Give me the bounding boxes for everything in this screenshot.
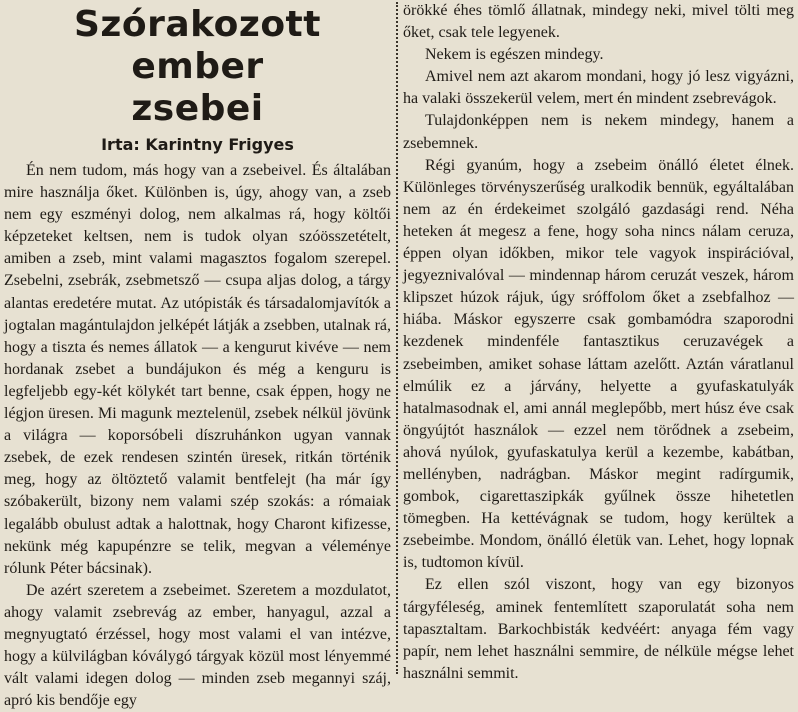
byline: Irta: Karintny Frigyes xyxy=(101,135,294,154)
paragraph-continued: örökké éhes tömlő állatnak, mindegy neki, mivel tölti meg őket, csak tele legyenek. xyxy=(403,2,794,42)
paragraph: Amivel nem azt akarom mondani, hogy jó lesz vigyázni, ha valaki összekerül velem, mert én mindent zsebrevágok. xyxy=(403,68,794,108)
left-column xyxy=(4,0,391,710)
paragraph: Ez ellen szól viszont, hogy van egy bizonyos tárgyféleség, aminek fentemlített szaporulatát soha nem tapasztaltam. Barkochbisták kedvéért: anyaga fém vagy papír, nem lehet használni semmire, de nélküle mégse lehet használni semmit. xyxy=(403,576,794,682)
paragraph: Tulajdonképpen nem is nekem mindegy, hanem a zsebemnek. xyxy=(403,112,794,152)
paragraph: Nekem is egészen mindegy. xyxy=(425,46,604,64)
title-line-2: zsebei xyxy=(131,88,264,129)
paragraph: Én nem tudom, más hogy van a zsebeivel. És általában mire használja őket. Különben is, úgy, ahogy van, a zseb nem egy eszményi dolog, nem alkalmas rá, hogy költői képzeteket keltsen, nem is tudok olyan szóösszetételt, amiben a zseb, mint valami magasztos fogalom szerepel. Zsebelni, zsebrák, zsebmetsző — csupa aljas dolog, a tárgy alantas eredetére mutat. Az utópisták és társadalomjavítók a jogtalan magántulajdon jelképét látják a zsebben, utalnak rá, hogy a tiszta és nemes állatok — a kengurut kivéve — nem hordanak zsebet a bundájukon és még a kenguru is legfeljebb egy-két kölykét tart benne, csak éppen, hogy ne légjon üresen. Mi magunk meztelenül, zsebek nélkül jövünk a világra — koporsóbeli díszruhánkon ugyan vannak zsebek, de ezek rendesen szintén üresek, ritkán történik meg, hogy az öltöztető valamit bentfelejt (ha már így szóbakerült, bizony nem valami szép szokás: a rómaiak legalább obulust adtak a halottnak, hogy Charont kifizesse, nekünk még kapupénzre se telik, megvan a véleménye rólunk Péter bácsinak). xyxy=(4,162,391,577)
right-column xyxy=(403,0,794,682)
title-line-1: Szórakozott ember xyxy=(74,4,321,87)
column-divider xyxy=(396,2,398,674)
paragraph: Régi gyanúm, hogy a zsebeim önálló életet élnek. Különleges törvényszerűség uralkodik bennük, egyáltalában nem az én érdekeimet szolgáló gazdasági rend. Néha heteken át megesz a fene, hogy soha nincs nálam ceruza, éppen olyan időkben, mikor tele vagyok inspirációval, jegyeznivalóval — mindennap három ceruzát veszek, három klipszet húzok rájuk, úgy sróffolom őket a zsebfalhoz — hiába. Máskor egyszerre csak gombamódra szaporodni kezdenek mindenféle fantasztikus ceruzavégek a zsebeimben, amiket sohase láttam azelőtt. Aztán váratlanul elmúlik ez a járvány, helyette a gyufaskatulyák hatalmasodnak el, ami annál meglepőbb, mert húsz éve csak öngyújtót használok — ezzel nem törődnek a zsebeim, ahová nyúlok, gyufaskatulya kerül a kezembe, kabátban, mellényben, nadrágban. Máskor megint radírgumik, gombok, cigarettaszipkák gyűlnek össze hihetetlen tömegben. Ha kettévágnak se tudom, hogy kerültek a zsebeimbe. Mondom, önálló életük van. Lehet, hogy lopnak is, tudtomon kívül. xyxy=(403,156,794,572)
paragraph: De azért szeretem a zsebeimet. Szeretem a mozdulatot, ahogy valamit zsebrevág az ember, hanyagul, azzal a megnyugtató érzéssel, hogy most valami el van intézve, hogy a külvilágban kóválygó tárgyak közül most lényemmé vált valami idegen dolog — minden zseb megannyi száj, apró kis bendője egy xyxy=(4,581,391,710)
article-title xyxy=(4,4,391,130)
